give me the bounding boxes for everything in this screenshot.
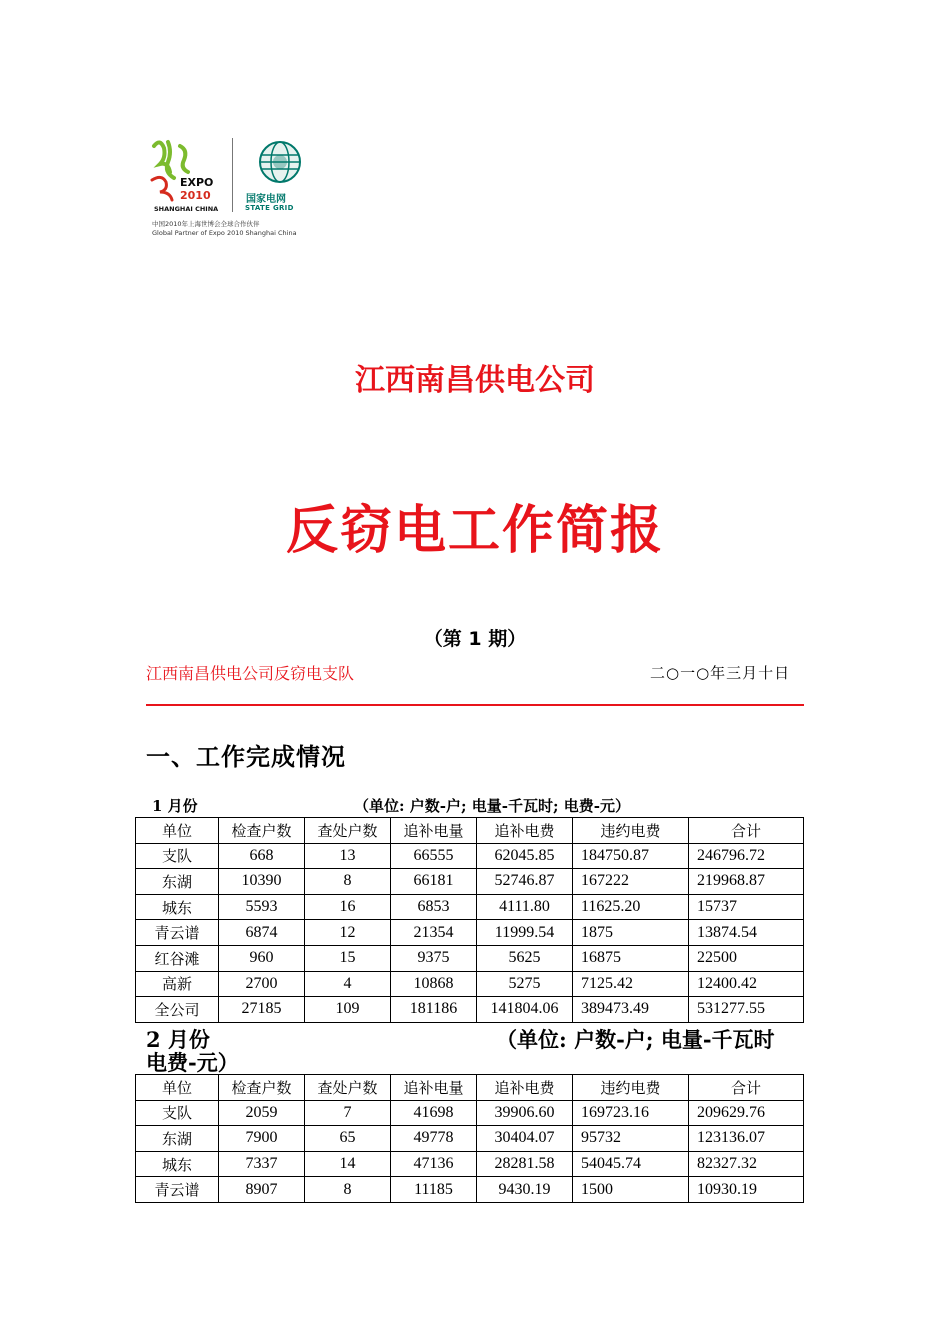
table-cell: 28281.58	[477, 1151, 573, 1177]
table-cell: 8	[305, 1177, 391, 1203]
table-cell: 95732	[573, 1126, 689, 1152]
unit-name-cell: 支队	[136, 843, 219, 869]
column-header: 合计	[689, 1075, 804, 1101]
expo-city: SHANGHAI CHINA	[154, 205, 219, 213]
table-cell: 10930.19	[689, 1177, 804, 1203]
table-cell: 184750.87	[573, 843, 689, 869]
table-cell: 181186	[391, 997, 477, 1023]
column-header: 合计	[689, 818, 804, 844]
unit-name-cell: 青云谱	[136, 1177, 219, 1203]
table-cell: 209629.76	[689, 1100, 804, 1126]
unit-name-cell: 全公司	[136, 997, 219, 1023]
february-table-body	[136, 1075, 804, 1203]
table-cell: 167222	[573, 869, 689, 895]
table-cell: 82327.32	[689, 1151, 804, 1177]
table-row	[136, 971, 804, 997]
table-row	[136, 1177, 804, 1203]
table-cell: 66181	[391, 869, 477, 895]
table-cell: 5625	[477, 945, 573, 971]
table-cell: 123136.07	[689, 1126, 804, 1152]
issue-number: （第 1 期）	[423, 628, 527, 650]
table-cell: 11625.20	[573, 894, 689, 920]
february-label: 2 月份	[146, 1027, 210, 1052]
table-cell: 4111.80	[477, 894, 573, 920]
unit-name-cell: 红谷滩	[136, 945, 219, 971]
table-cell: 16875	[573, 945, 689, 971]
table-cell: 41698	[391, 1100, 477, 1126]
column-header: 检查户数	[219, 1075, 305, 1101]
column-header: 违约电费	[573, 818, 689, 844]
table-cell: 141804.06	[477, 997, 573, 1023]
table-cell: 8	[305, 869, 391, 895]
table-header-row	[136, 818, 804, 844]
column-header: 追补电量	[391, 818, 477, 844]
table-cell: 27185	[219, 997, 305, 1023]
header-rule	[146, 704, 804, 706]
unit-name-cell: 东湖	[136, 1126, 219, 1152]
column-header: 检查户数	[219, 818, 305, 844]
table-cell: 2059	[219, 1100, 305, 1126]
table-row	[136, 1151, 804, 1177]
column-header: 查处户数	[305, 1075, 391, 1101]
table-cell: 7337	[219, 1151, 305, 1177]
table-cell: 10868	[391, 971, 477, 997]
table-row	[136, 869, 804, 895]
table-cell: 246796.72	[689, 843, 804, 869]
table-cell: 30404.07	[477, 1126, 573, 1152]
table-cell: 389473.49	[573, 997, 689, 1023]
table-cell: 65	[305, 1126, 391, 1152]
table-cell: 7125.42	[573, 971, 689, 997]
table-row	[136, 920, 804, 946]
page-title: 反窃电工作简报	[285, 501, 664, 561]
table-cell: 47136	[391, 1151, 477, 1177]
unit-name-cell: 高新	[136, 971, 219, 997]
department-name: 江西南昌供电公司反窃电支队	[146, 664, 355, 683]
table-cell: 11999.54	[477, 920, 573, 946]
table-cell: 5593	[219, 894, 305, 920]
table-row	[136, 843, 804, 869]
table-row	[136, 997, 804, 1023]
partner-cn: 中国2010年上海世博会全球合作伙伴	[152, 220, 260, 228]
table-cell: 14	[305, 1151, 391, 1177]
table-cell: 49778	[391, 1126, 477, 1152]
table-cell: 531277.55	[689, 997, 804, 1023]
table-cell: 5275	[477, 971, 573, 997]
january-table-body	[136, 818, 804, 1023]
february-unit-note-cont: 电费-元）	[146, 1050, 239, 1075]
table-cell: 9430.19	[477, 1177, 573, 1203]
february-unit-note: （单位: 户数-户; 电量-千瓦时	[496, 1027, 775, 1052]
january-unit-note: （单位: 户数-户; 电量-千瓦时; 电费-元）	[354, 797, 630, 815]
unit-name-cell: 城东	[136, 894, 219, 920]
column-header: 追补电费	[477, 1075, 573, 1101]
table-cell: 7900	[219, 1126, 305, 1152]
table-cell: 8907	[219, 1177, 305, 1203]
column-header: 违约电费	[573, 1075, 689, 1101]
state-grid-name-en: STATE GRID	[245, 204, 294, 212]
table-cell: 219968.87	[689, 869, 804, 895]
table-cell: 15	[305, 945, 391, 971]
table-cell: 62045.85	[477, 843, 573, 869]
table-row	[136, 1100, 804, 1126]
table-cell: 13874.54	[689, 920, 804, 946]
table-cell: 2700	[219, 971, 305, 997]
table-cell: 4	[305, 971, 391, 997]
column-header: 追补电量	[391, 1075, 477, 1101]
column-header: 追补电费	[477, 818, 573, 844]
table-cell: 16	[305, 894, 391, 920]
table-cell: 109	[305, 997, 391, 1023]
column-header: 单位	[136, 818, 219, 844]
table-cell: 15737	[689, 894, 804, 920]
section-heading: 一、工作完成情况	[146, 742, 346, 771]
expo-state-grid-logo	[146, 136, 306, 246]
table-cell: 10390	[219, 869, 305, 895]
table-row	[136, 894, 804, 920]
table-cell: 6853	[391, 894, 477, 920]
partner-en: Global Partner of Expo 2010 Shanghai China	[152, 229, 297, 237]
table-cell: 1500	[573, 1177, 689, 1203]
unit-name-cell: 东湖	[136, 869, 219, 895]
table-cell: 9375	[391, 945, 477, 971]
table-cell: 66555	[391, 843, 477, 869]
unit-name-cell: 城东	[136, 1151, 219, 1177]
table-cell: 1875	[573, 920, 689, 946]
table-cell: 52746.87	[477, 869, 573, 895]
table-cell: 39906.60	[477, 1100, 573, 1126]
table-cell: 12	[305, 920, 391, 946]
table-cell: 960	[219, 945, 305, 971]
column-header: 查处户数	[305, 818, 391, 844]
publish-date: 二○一○年三月十日	[650, 664, 791, 682]
table-row	[136, 945, 804, 971]
table-cell: 13	[305, 843, 391, 869]
table-cell: 7	[305, 1100, 391, 1126]
table-cell: 169723.16	[573, 1100, 689, 1126]
unit-name-cell: 支队	[136, 1100, 219, 1126]
table-row	[136, 1126, 804, 1152]
january-table	[135, 817, 804, 1023]
table-cell: 21354	[391, 920, 477, 946]
expo-label: EXPO	[180, 176, 214, 189]
table-cell: 54045.74	[573, 1151, 689, 1177]
company-name: 江西南昌供电公司	[355, 363, 595, 398]
table-cell: 6874	[219, 920, 305, 946]
january-label: 1 月份	[152, 797, 198, 815]
column-header: 单位	[136, 1075, 219, 1101]
state-grid-name-cn: 国家电网	[246, 194, 286, 205]
logo-divider	[232, 138, 233, 212]
table-header-row	[136, 1075, 804, 1101]
unit-name-cell: 青云谱	[136, 920, 219, 946]
expo-year: 2010	[180, 189, 211, 202]
state-grid-globe-icon	[258, 140, 302, 184]
table-cell: 668	[219, 843, 305, 869]
table-cell: 12400.42	[689, 971, 804, 997]
table-cell: 11185	[391, 1177, 477, 1203]
table-cell: 22500	[689, 945, 804, 971]
february-table	[135, 1074, 804, 1203]
